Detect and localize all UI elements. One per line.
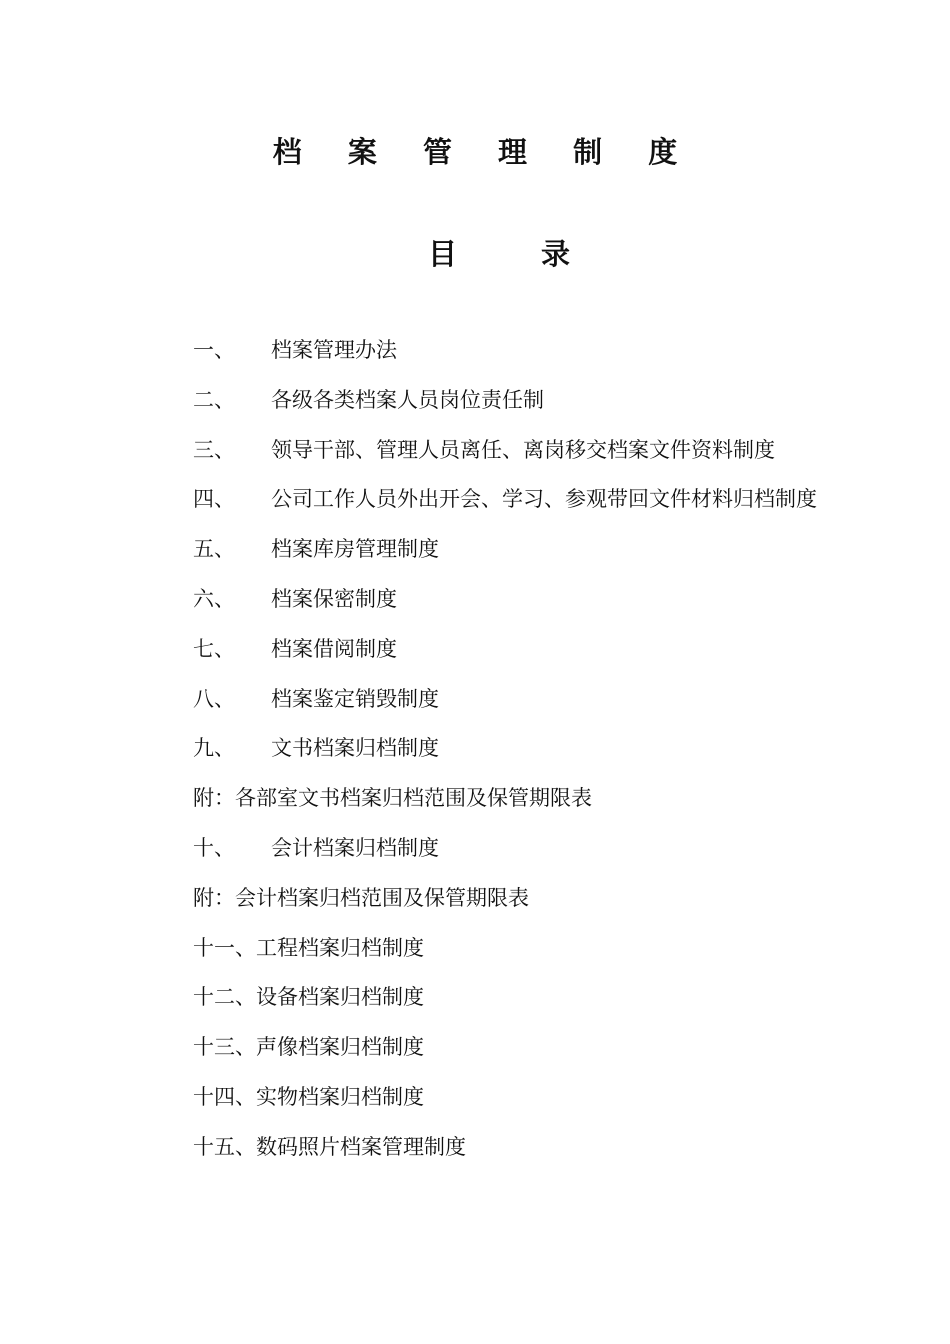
toc-item[interactable] xyxy=(193,982,913,1032)
toc-item-text: 各部室文书档案归档范围及保管期限表 xyxy=(235,786,592,811)
toc-item[interactable] xyxy=(193,634,913,684)
toc-item[interactable] xyxy=(193,385,913,435)
toc-item[interactable] xyxy=(193,1132,913,1182)
toc-item-number: 十四、 xyxy=(193,1084,256,1109)
toc-heading xyxy=(0,232,950,272)
toc-item-text: 各级各类档案人员岗位责任制 xyxy=(271,387,544,412)
toc-item[interactable] xyxy=(193,584,913,634)
toc-item-text: 档案保密制度 xyxy=(271,586,397,611)
toc-item-number: 一、 xyxy=(193,338,235,362)
toc-item-text: 档案鉴定销毁制度 xyxy=(271,686,439,711)
toc-item-text: 工程档案归档制度 xyxy=(256,935,424,960)
toc-item[interactable] xyxy=(193,484,913,534)
toc-item-text: 档案管理办法 xyxy=(271,338,397,362)
toc-item-text: 档案借阅制度 xyxy=(271,636,397,661)
toc-item-number: 三、 xyxy=(193,437,235,462)
toc-item-number: 二、 xyxy=(193,387,235,412)
toc-item-text: 实物档案归档制度 xyxy=(256,1084,424,1109)
toc-item-number: 十、 xyxy=(193,835,235,860)
toc-item[interactable] xyxy=(193,534,913,584)
toc-item[interactable] xyxy=(193,335,913,385)
toc-heading-char-2: 录 xyxy=(541,237,571,271)
toc-item[interactable] xyxy=(193,833,913,883)
toc-item-text: 领导干部、管理人员离任、离岗移交档案文件资料制度 xyxy=(271,437,775,462)
toc-item[interactable] xyxy=(193,684,913,734)
toc-item[interactable] xyxy=(193,933,913,983)
toc-item-text: 声像档案归档制度 xyxy=(256,1035,424,1060)
toc-item-text: 公司工作人员外出开会、学习、参观带回文件材料归档制度 xyxy=(271,487,817,512)
toc-item-appendix[interactable] xyxy=(193,883,913,933)
toc-item-number: 十一、 xyxy=(193,935,256,960)
toc-item-text: 数码照片档案管理制度 xyxy=(256,1134,466,1159)
toc-item-number: 六、 xyxy=(193,586,235,611)
toc-heading-char-1: 目 xyxy=(428,237,458,271)
toc-item-number: 十二、 xyxy=(193,985,256,1010)
toc-item-appendix[interactable] xyxy=(193,783,913,833)
toc-item-text: 设备档案归档制度 xyxy=(256,985,424,1010)
toc-item-text: 档案库房管理制度 xyxy=(271,537,439,562)
toc-item-number: 七、 xyxy=(193,636,235,661)
toc-item-number: 九、 xyxy=(193,736,235,761)
toc-item-number: 附： xyxy=(193,885,235,910)
toc-item-number: 五、 xyxy=(193,537,235,562)
toc-item-text: 文书档案归档制度 xyxy=(271,736,439,761)
toc-item-number: 四、 xyxy=(193,487,235,512)
toc-item-text: 会计档案归档制度 xyxy=(271,835,439,860)
toc-item[interactable] xyxy=(193,1032,913,1082)
toc-item[interactable] xyxy=(193,1082,913,1132)
document-title: 档 案 管 理 制 度 xyxy=(272,135,696,169)
toc-item-number: 十三、 xyxy=(193,1035,256,1060)
toc-item-text: 会计档案归档范围及保管期限表 xyxy=(235,885,529,910)
toc-item-number: 附： xyxy=(193,786,235,811)
toc-item-number: 十五、 xyxy=(193,1134,256,1159)
toc-item[interactable] xyxy=(193,435,913,485)
toc-list xyxy=(193,335,913,1182)
toc-item-number: 八、 xyxy=(193,686,235,711)
toc-item[interactable] xyxy=(193,733,913,783)
